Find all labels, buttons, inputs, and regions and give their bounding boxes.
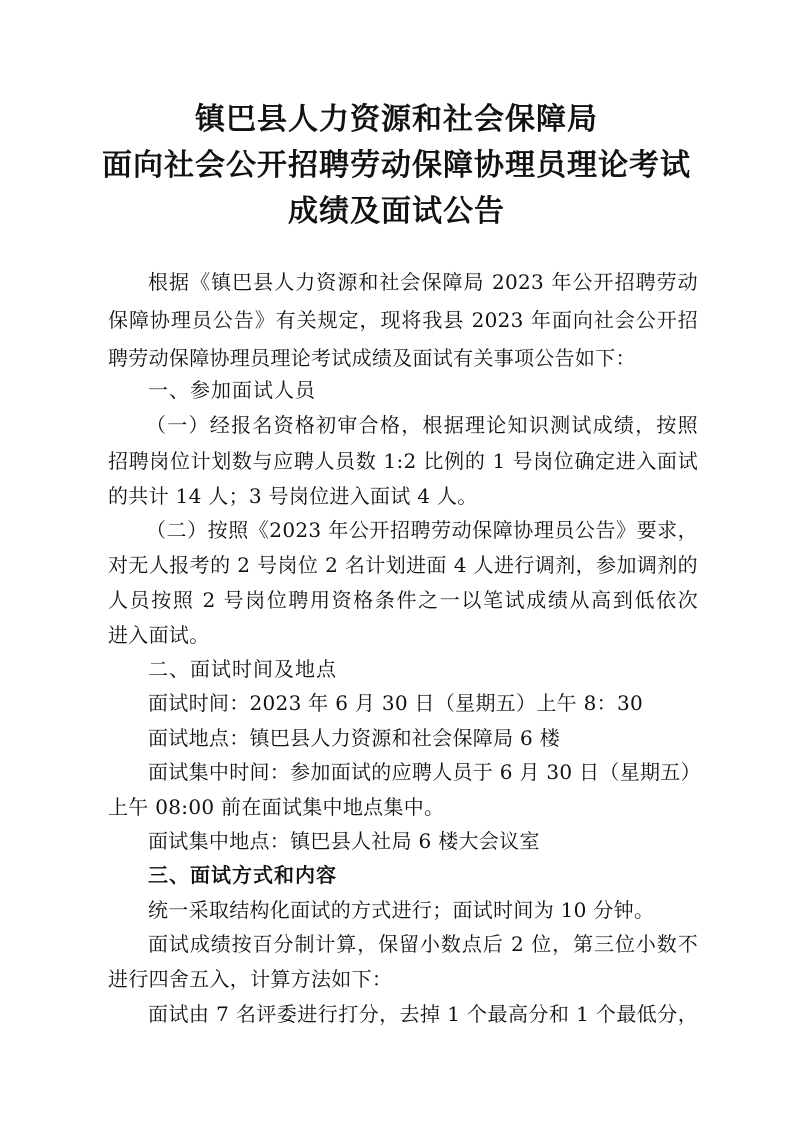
- intro-line-3: 聘劳动保障协理员理论考试成绩及面试有关事项公告如下：: [108, 346, 636, 370]
- section-1-para-2-line-2: 对无人报考的 2 号岗位 2 名计划进面 4 人进行调剂，参加调剂的: [108, 553, 698, 577]
- section-1-para-1-line-1: （一）经报名资格初审合格，根据理论知识测试成绩，按照: [146, 413, 698, 437]
- gather-place: 面试集中地点：镇巴县人社局 6 楼大会议室: [148, 829, 540, 853]
- section-1-heading: 一、参加面试人员: [148, 378, 316, 402]
- section-1-para-2-line-3: 人员按照 2 号岗位聘用资格条件之一以笔试成绩从高到低依次: [108, 588, 698, 612]
- title-line-1: 镇巴县人力资源和社会保障局: [195, 102, 598, 137]
- intro-line-1: 根据《镇巴县人力资源和社会保障局 2023 年公开招聘劳动: [148, 270, 698, 294]
- section-3-line-4: 面试由 7 名评委进行打分，去掉 1 个最高分和 1 个最低分，: [148, 1002, 698, 1026]
- section-2-heading: 二、面试时间及地点: [148, 657, 337, 681]
- gather-time-line-2: 上午 08:00 前在面试集中地点集中。: [108, 795, 445, 819]
- section-1-para-2-line-1: （二）按照《2023 年公开招聘劳动保障协理员公告》要求，: [146, 518, 698, 542]
- section-3-line-3: 进行四舍五入，计算方法如下：: [108, 967, 393, 991]
- interview-time: 面试时间：2023 年 6 月 30 日（星期五）上午 8：30: [148, 691, 643, 715]
- intro-line-2: 保障协理员公告》有关规定，现将我县 2023 年面向社会公开招: [108, 308, 698, 332]
- section-1-para-1-line-2: 招聘岗位计划数与应聘人员数 1:2 比例的 1 号岗位确定进入面试: [108, 449, 698, 473]
- section-3-line-1: 统一采取结构化面试的方式进行；面试时间为 10 分钟。: [148, 898, 655, 922]
- title-line-2: 面向社会公开招聘劳动保障协理员理论考试: [102, 148, 691, 183]
- section-3-heading: 三、面试方式和内容: [148, 863, 337, 887]
- section-1-para-1-line-3: 的共计 14 人；3 号岗位进入面试 4 人。: [108, 484, 478, 508]
- section-1-para-2-line-4: 进入面试。: [108, 623, 210, 647]
- section-3-line-2: 面试成绩按百分制计算，保留小数点后 2 位，第三位小数不: [148, 932, 698, 956]
- gather-time-line-1: 面试集中时间：参加面试的应聘人员于 6 月 30 日（星期五）: [148, 760, 701, 784]
- title-line-3: 成绩及面试公告: [288, 194, 505, 229]
- interview-place: 面试地点：镇巴县人力资源和社会保障局 6 楼: [148, 726, 561, 750]
